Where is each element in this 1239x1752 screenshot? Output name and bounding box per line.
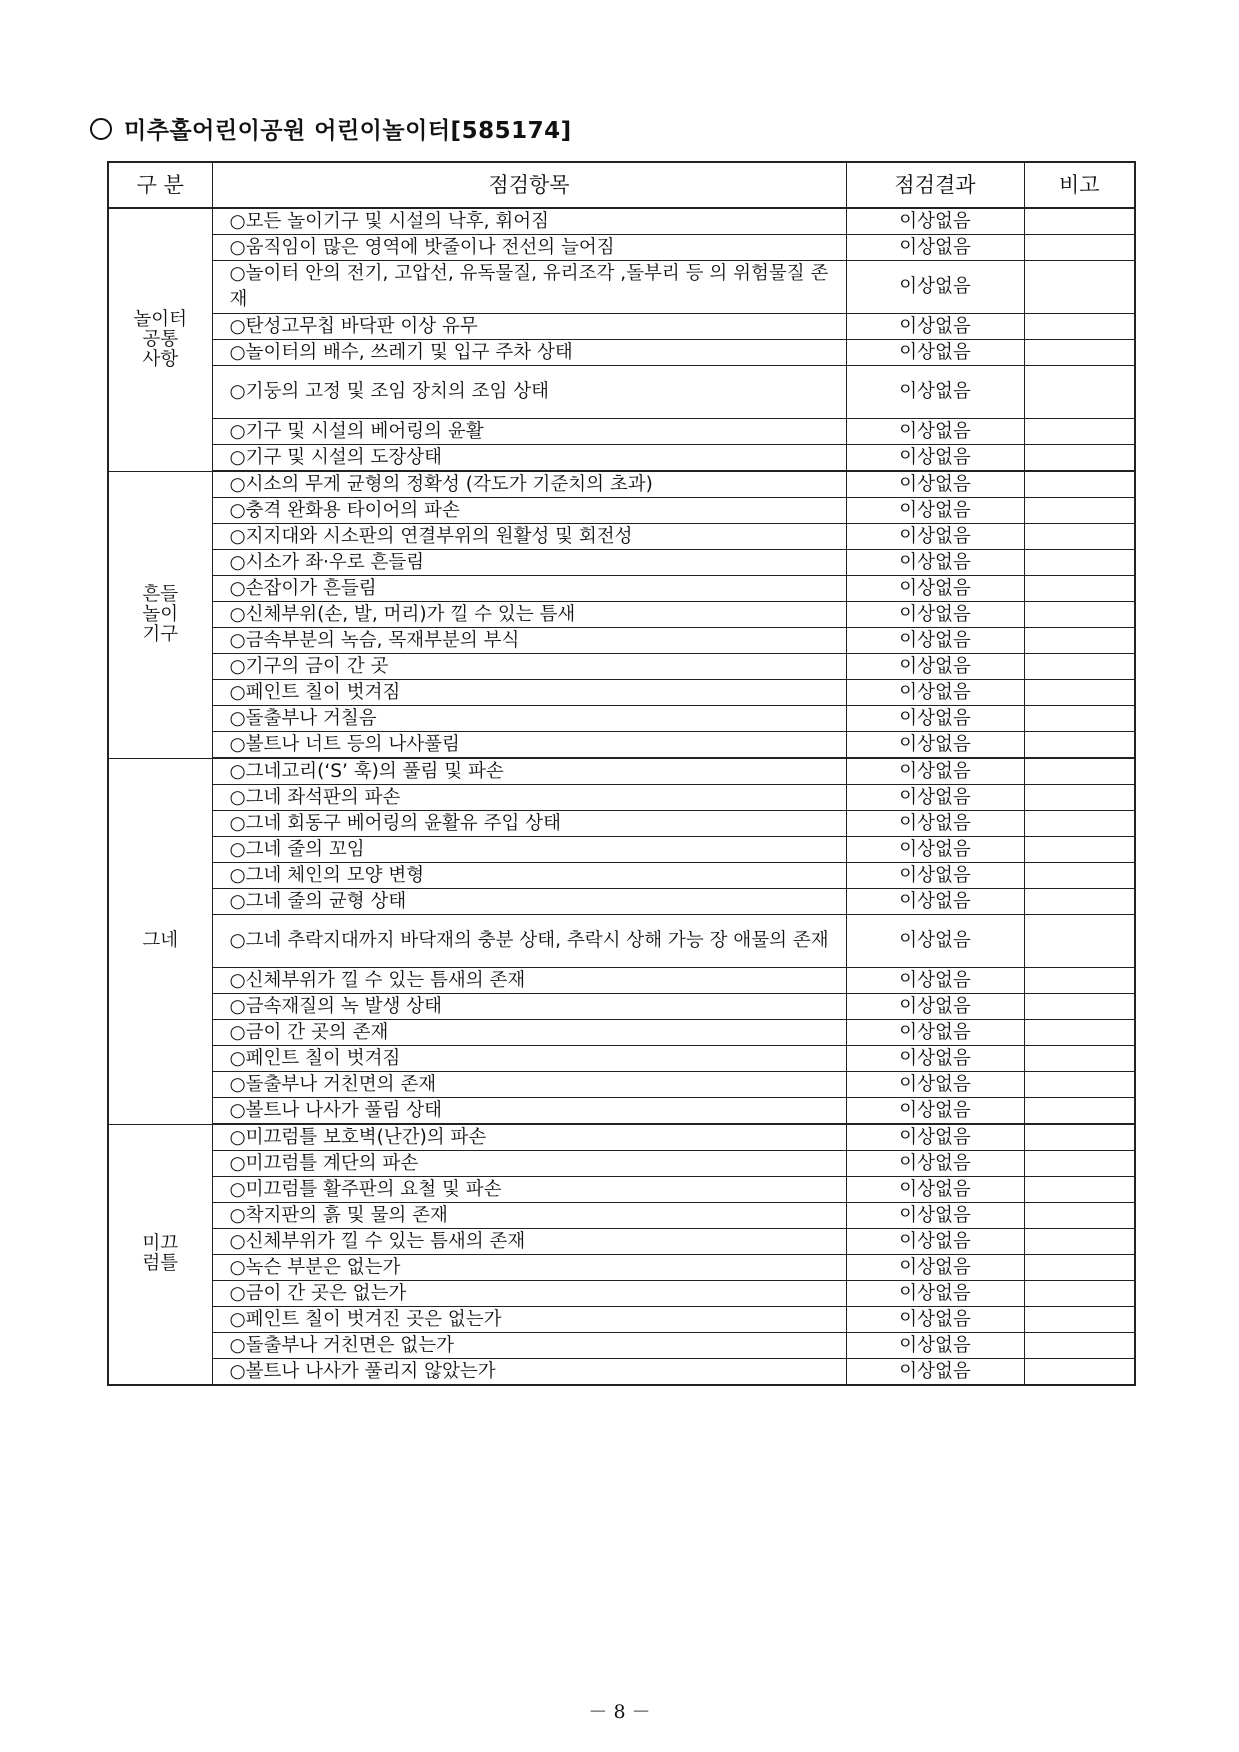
item-cell: ○모든 놀이기구 및 시설의 낙후, 휘어짐 [212,208,846,235]
result-cell: 이상없음 [846,837,1024,863]
item-cell: ○그네 줄의 균형 상태 [212,889,846,915]
section-title-text: 미추홀어린이공원 어린이놀이터[585174] [124,118,572,144]
table-row [108,366,1135,419]
table-row [108,261,1135,314]
note-cell [1024,1046,1135,1072]
result-cell: 이상없음 [846,1124,1024,1151]
result-cell: 이상없음 [846,785,1024,811]
item-cell: ○돌출부나 거친면은 없는가 [212,1333,846,1359]
note-cell [1024,471,1135,498]
result-cell: 이상없음 [846,915,1024,968]
table-row [108,419,1135,445]
note-cell [1024,1255,1135,1281]
table-row [108,1151,1135,1177]
category-label: 기구 [142,623,179,645]
item-cell: ○미끄럼틀 계단의 파손 [212,1151,846,1177]
table-row [108,314,1135,340]
result-cell: 이상없음 [846,994,1024,1020]
note-cell [1024,837,1135,863]
table-row [108,1281,1135,1307]
table-row [108,340,1135,366]
note-cell [1024,419,1135,445]
item-cell: ○착지판의 흙 및 물의 존재 [212,1203,846,1229]
note-cell [1024,314,1135,340]
table-header-row [108,162,1135,208]
result-cell: 이상없음 [846,654,1024,680]
category-label: 놀이터 [133,308,188,330]
note-cell [1024,680,1135,706]
note-cell [1024,1020,1135,1046]
item-cell: ○미끄럼틀 보호벽(난간)의 파손 [212,1124,846,1151]
table-row [108,968,1135,994]
table-row [108,654,1135,680]
table-row [108,863,1135,889]
item-cell: ○녹슨 부분은 없는가 [212,1255,846,1281]
table-row [108,1124,1135,1151]
item-cell: ○충격 완화용 타이어의 파손 [212,498,846,524]
note-cell [1024,1307,1135,1333]
item-cell: ○놀이터의 배수, 쓰레기 및 입구 주차 상태 [212,340,846,366]
note-cell [1024,1072,1135,1098]
item-cell: ○그네 줄의 꼬임 [212,837,846,863]
result-cell: 이상없음 [846,1098,1024,1125]
category-label: 공통 [142,328,179,350]
result-cell: 이상없음 [846,732,1024,759]
category-label: 럼틀 [142,1253,179,1275]
item-cell: ○볼트나 나사가 풀리지 않았는가 [212,1359,846,1386]
result-cell: 이상없음 [846,314,1024,340]
table-row [108,915,1135,968]
result-cell: 이상없음 [846,235,1024,261]
note-cell [1024,1203,1135,1229]
table-row [108,1020,1135,1046]
item-cell: ○시소가 좌‧우로 흔들림 [212,550,846,576]
result-cell: 이상없음 [846,1203,1024,1229]
note-cell [1024,208,1135,235]
note-cell [1024,915,1135,968]
result-cell: 이상없음 [846,680,1024,706]
note-cell [1024,732,1135,759]
note-cell [1024,863,1135,889]
table-row [108,1203,1135,1229]
item-cell: ○금속부분의 녹슴, 목재부분의 부식 [212,628,846,654]
table-row [108,758,1135,785]
result-cell: 이상없음 [846,968,1024,994]
item-cell: ○볼트나 너트 등의 나사풀림 [212,732,846,759]
result-cell: 이상없음 [846,471,1024,498]
result-cell: 이상없음 [846,811,1024,837]
result-cell: 이상없음 [846,602,1024,628]
result-cell: 이상없음 [846,366,1024,419]
note-cell [1024,1281,1135,1307]
note-cell [1024,576,1135,602]
result-cell: 이상없음 [846,1229,1024,1255]
header-result: 점검결과 [846,162,1024,208]
table-row [108,680,1135,706]
item-cell: ○신체부위가 낄 수 있는 틈새의 존재 [212,968,846,994]
table-row [108,628,1135,654]
item-cell: ○페인트 칠이 벗겨짐 [212,680,846,706]
note-cell [1024,524,1135,550]
table-row [108,471,1135,498]
item-cell: ○돌출부나 거친면의 존재 [212,1072,846,1098]
item-cell: ○기구의 금이 간 곳 [212,654,846,680]
note-cell [1024,1359,1135,1386]
note-cell [1024,366,1135,419]
category-label: 사항 [142,348,179,370]
item-cell: ○시소의 무게 균형의 정확성 (각도가 기준치의 초과) [212,471,846,498]
item-cell: ○움직임이 많은 영역에 밧줄이나 전선의 늘어짐 [212,235,846,261]
category-label: 미끄 [142,1233,179,1255]
result-cell: 이상없음 [846,1046,1024,1072]
item-cell: ○놀이터 안의 전기, 고압선, 유독물질, 유리조각 ,돌부리 등 의 위험물질 존재 [212,261,846,314]
table-row [108,994,1135,1020]
note-cell [1024,1177,1135,1203]
category-cell [108,1124,212,1385]
table-row [108,1255,1135,1281]
item-cell: ○탄성고무칩 바닥판 이상 유무 [212,314,846,340]
item-cell: ○그네 추락지대까지 바닥재의 충분 상태, 추락시 상해 가능 장 애물의 존재 [212,915,846,968]
result-cell: 이상없음 [846,576,1024,602]
note-cell [1024,811,1135,837]
table-row [108,1333,1135,1359]
result-cell: 이상없음 [846,889,1024,915]
note-cell [1024,1229,1135,1255]
note-cell [1024,550,1135,576]
item-cell: ○페인트 칠이 벗겨진 곳은 없는가 [212,1307,846,1333]
inspection-table [107,161,1136,1386]
item-cell: ○기둥의 고정 및 조임 장치의 조임 상태 [212,366,846,419]
result-cell: 이상없음 [846,550,1024,576]
note-cell [1024,1151,1135,1177]
result-cell: 이상없음 [846,524,1024,550]
result-cell: 이상없음 [846,706,1024,732]
table-row [108,576,1135,602]
table-row [108,1307,1135,1333]
note-cell [1024,654,1135,680]
note-cell [1024,602,1135,628]
result-cell: 이상없음 [846,208,1024,235]
item-cell: ○금이 간 곳의 존재 [212,1020,846,1046]
item-cell: ○그네 좌석판의 파손 [212,785,846,811]
note-cell [1024,445,1135,472]
table-row [108,732,1135,759]
note-cell [1024,235,1135,261]
table-row [108,602,1135,628]
circle-bullet-icon [90,118,112,140]
category-cell [108,208,212,471]
category-cell [108,758,212,1124]
note-cell [1024,498,1135,524]
table-row [108,1359,1135,1386]
item-cell: ○미끄럼틀 활주판의 요철 및 파손 [212,1177,846,1203]
note-cell [1024,706,1135,732]
item-cell: ○금속재질의 녹 발생 상태 [212,994,846,1020]
note-cell [1024,785,1135,811]
result-cell: 이상없음 [846,340,1024,366]
page-number: － 8 － [588,1701,651,1723]
result-cell: 이상없음 [846,1020,1024,1046]
header-category: 구 분 [108,162,212,208]
note-cell [1024,968,1135,994]
table-row [108,1046,1135,1072]
section-title [90,112,572,145]
result-cell: 이상없음 [846,419,1024,445]
category-label: 흔들 [142,583,179,605]
result-cell: 이상없음 [846,1255,1024,1281]
note-cell [1024,628,1135,654]
result-cell: 이상없음 [846,1359,1024,1386]
result-cell: 이상없음 [846,1307,1024,1333]
table-row [108,1072,1135,1098]
result-cell: 이상없음 [846,1333,1024,1359]
item-cell: ○금이 간 곳은 없는가 [212,1281,846,1307]
table-row [108,1177,1135,1203]
result-cell: 이상없음 [846,261,1024,314]
table-body [108,208,1135,1385]
category-label: 그네 [142,930,179,951]
item-cell: ○그네 회동구 베어링의 윤활유 주입 상태 [212,811,846,837]
result-cell: 이상없음 [846,758,1024,785]
item-cell: ○신체부위가 낄 수 있는 틈새의 존재 [212,1229,846,1255]
table-row [108,550,1135,576]
result-cell: 이상없음 [846,1281,1024,1307]
table-row [108,1229,1135,1255]
table-row [108,1098,1135,1125]
table-row [108,235,1135,261]
item-cell: ○기구 및 시설의 베어링의 윤활 [212,419,846,445]
note-cell [1024,261,1135,314]
header-note: 비고 [1024,162,1135,208]
item-cell: ○기구 및 시설의 도장상태 [212,445,846,472]
table-row [108,889,1135,915]
table-row [108,445,1135,472]
header-item: 점검항목 [212,162,846,208]
note-cell [1024,889,1135,915]
table-row [108,785,1135,811]
result-cell: 이상없음 [846,445,1024,472]
note-cell [1024,1124,1135,1151]
table-row [108,811,1135,837]
note-cell [1024,340,1135,366]
note-cell [1024,1098,1135,1125]
item-cell: ○볼트나 나사가 풀림 상태 [212,1098,846,1125]
result-cell: 이상없음 [846,628,1024,654]
category-cell [108,471,212,758]
item-cell: ○손잡이가 흔들림 [212,576,846,602]
item-cell: ○신체부위(손, 발, 머리)가 낄 수 있는 틈새 [212,602,846,628]
table-row [108,837,1135,863]
note-cell [1024,994,1135,1020]
table-row [108,498,1135,524]
item-cell: ○돌출부나 거칠음 [212,706,846,732]
table-row [108,524,1135,550]
result-cell: 이상없음 [846,863,1024,889]
result-cell: 이상없음 [846,498,1024,524]
result-cell: 이상없음 [846,1072,1024,1098]
item-cell: ○지지대와 시소판의 연결부위의 원활성 및 회전성 [212,524,846,550]
category-label: 놀이 [142,603,179,625]
note-cell [1024,758,1135,785]
result-cell: 이상없음 [846,1151,1024,1177]
note-cell [1024,1333,1135,1359]
item-cell: ○그네 체인의 모양 변형 [212,863,846,889]
item-cell: ○그네고리(‘S’ 훅)의 풀림 및 파손 [212,758,846,785]
table-row [108,706,1135,732]
table-row [108,208,1135,235]
result-cell: 이상없음 [846,1177,1024,1203]
item-cell: ○페인트 칠이 벗겨짐 [212,1046,846,1072]
